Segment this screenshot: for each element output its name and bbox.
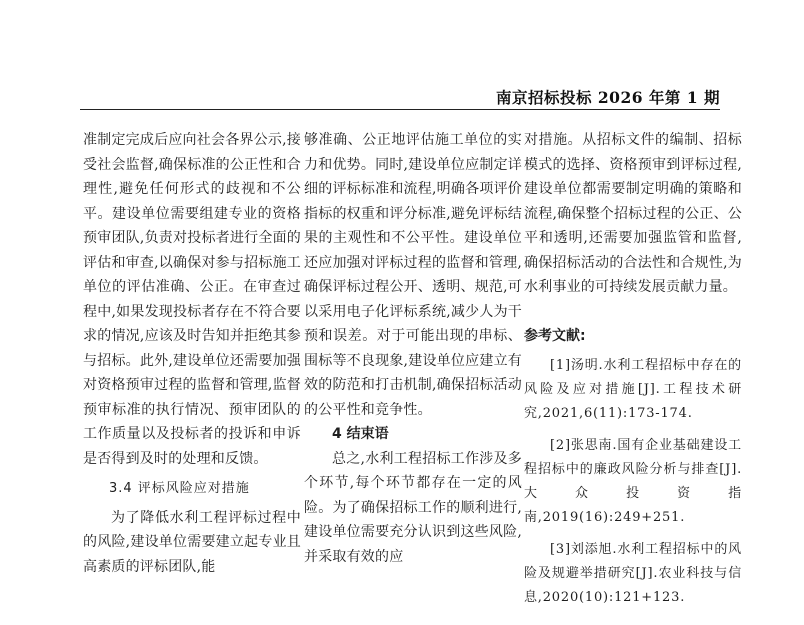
section-heading-conclusion: 4 结束语 <box>332 426 389 442</box>
column-middle <box>304 128 522 569</box>
journal-header <box>80 80 720 110</box>
reference-item: [1]汤明.水利工程招标中存在的风险及应对措施[J].工程技术研究,2021,6(11):173-174. <box>524 358 742 421</box>
paragraph-conclusion: 总之,水利工程招标工作涉及多个环节,每个环节都存在一定的风险。为了确保招标工作的顺利进行,建设单位需要充分认识到这些风险,并采取有效的应 <box>304 450 522 565</box>
subsection-heading-3-4: 3.4 评标风险应对措施 <box>109 481 250 496</box>
reference-item: [2]张思南.国有企业基础建设工程招标中的廉政风险分析与排查[J].大众投资指南,2019(16):249+251. <box>524 438 742 525</box>
reference-item: [3]刘添旭.水利工程招标中的风险及规避举措研究[J].农业科技与信息,2020(10):121+123. <box>524 542 742 605</box>
references-heading: 参考文献: <box>524 327 586 344</box>
journal-title: 南京招标投标 2026 年第 1 期 <box>495 88 720 107</box>
paragraph-qualification-continued: 准制定完成后应向社会各界公示,接受社会监督,确保标准的公正性和合理性,避免任何形式的歧视和不公平。建设单位需要组建专业的资格预审团队,负责对投标者进行全面的评估和审查,以确保对参与招标施工单位的评估准确、公正。在审查过程中,如果发现投标者存在不符合要求的情况,应该及时告知并拒绝其参与招标。此外,建设单位还需要加强对资格预审过程的监督和管理,监督预审标准的执行情况、预审团队的工作质量以及投标者的投诉和申诉是否得到及时的处理和反馈。 <box>83 132 301 467</box>
column-left <box>83 128 301 579</box>
paragraph-conclusion-continued: 对措施。从招标文件的编制、招标模式的选择、资格预审到评标过程,建设单位都需要制定明确的策略和流程,确保整个招标过程的公正、公平和透明,还需要加强监管和监督,确保招标活动的合法性和合规性,为水利事业的可持续发展贡献力量。 <box>524 132 742 295</box>
header-rule <box>80 109 720 110</box>
column-right <box>524 128 742 618</box>
paragraph-evaluation-risk: 为了降低水利工程评标过程中的风险,建设单位需要建立起专业且高素质的评标团队,能 <box>83 509 301 575</box>
paragraph-evaluation-continued: 够准确、公正地评估施工单位的实力和优势。同时,建设单位应制定详细的评标标准和流程,明确各项评价指标的权重和评分标准,避免评标结果的主观性和不公平性。建设单位还应加强对评标过程的监督和管理,确保评标过程公开、透明、规范,可以采用电子化评标系统,减少人为干预和误差。对于可能出现的串标、围标等不良现象,建设单位应建立有效的防范和打击机制,确保招标活动的公平性和竞争性。 <box>304 132 522 418</box>
